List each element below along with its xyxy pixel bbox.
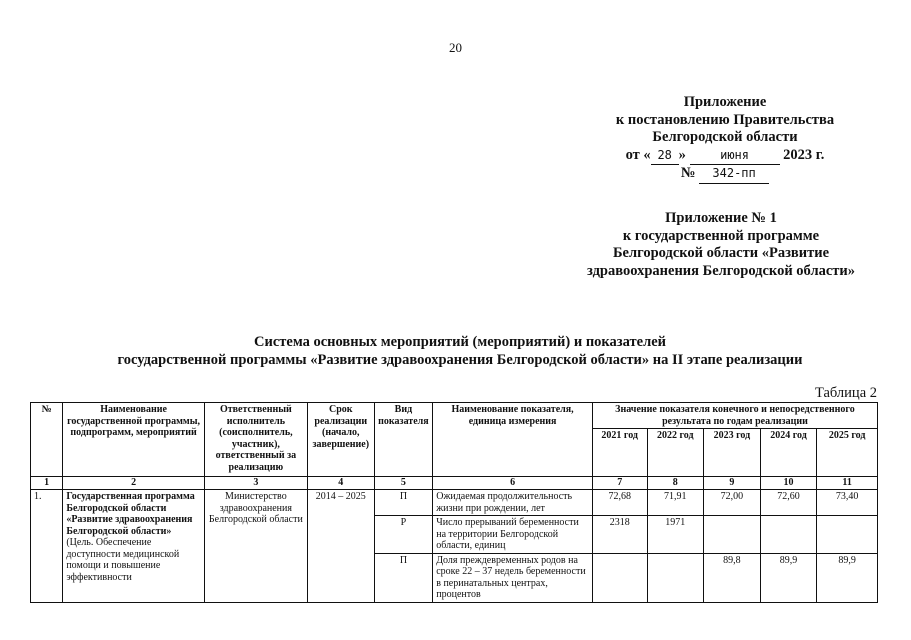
indicator-value: 2318 [592, 516, 647, 554]
indicator-value: 72,68 [592, 490, 647, 516]
header-type: Вид показателя [374, 403, 433, 477]
header-year: 2022 год [647, 429, 704, 477]
column-number: 5 [374, 477, 433, 490]
column-number: 2 [63, 477, 205, 490]
appendix-number [595, 165, 855, 184]
column-number: 1 [31, 477, 63, 490]
row-number: 1. [31, 490, 63, 603]
column-number: 6 [433, 477, 593, 490]
indicator-value: 1971 [647, 516, 704, 554]
period: 2014 – 2025 [307, 490, 374, 603]
appendix-1-line2: к государственной программе [622, 227, 820, 244]
column-number: 3 [204, 477, 307, 490]
column-number: 9 [704, 477, 761, 490]
date-day: 28 [651, 147, 679, 166]
header-no: № [31, 403, 63, 477]
document-number: 342-пп [699, 165, 769, 184]
table-row [31, 490, 878, 516]
header-year: 2021 год [592, 429, 647, 477]
indicator-name: Ожидаемая продолжительность жизни при рождении, лет [433, 490, 593, 516]
indicator-value [760, 516, 817, 554]
appendix-1-header [561, 210, 881, 280]
indicator-value [647, 553, 704, 602]
indicator-type: Р [374, 516, 433, 554]
header-name: Наименование государственной программы, подпрограмм, мероприятий [63, 403, 205, 477]
program-goal: (Цель. Обеспечение доступности медицинской помощи и повышение эффективности [66, 537, 180, 583]
title-line1: Система основных мероприятий (мероприятий) и показателей [254, 334, 666, 350]
indicator-type: П [374, 553, 433, 602]
header-year: 2025 год [817, 429, 878, 477]
table-label: Таблица 2 [814, 385, 877, 401]
date-prefix: от « [625, 146, 651, 163]
appendix-line2: к постановлению Правительства [615, 111, 835, 128]
header-year: 2023 год [704, 429, 761, 477]
indicator-type: П [374, 490, 433, 516]
indicator-value: 89,9 [760, 553, 817, 602]
indicator-value [592, 553, 647, 602]
column-numbers-row [31, 477, 878, 490]
date-year: 2023 г. [783, 146, 825, 163]
header-period: Срок реализации (начало, завершение) [307, 403, 374, 477]
executor: Министерство здравоохранения Белгородской области [204, 490, 307, 603]
indicator-value: 73,40 [817, 490, 878, 516]
document-title [60, 333, 860, 369]
date-mid: » [678, 146, 686, 163]
header-values-group: Значение показателя конечного и непосредственного результата по годам реализации [592, 403, 877, 429]
header-indicator: Наименование показателя, единица измерения [433, 403, 593, 477]
header-row [31, 403, 878, 429]
appendix-1-line1: Приложение № 1 [665, 210, 777, 226]
appendix-date [595, 147, 855, 166]
number-prefix: № [680, 165, 696, 181]
column-number: 4 [307, 477, 374, 490]
page-number: 20 [449, 40, 462, 55]
column-number: 7 [592, 477, 647, 490]
appendix-1-line4: здравоохранения Белгородской области» [587, 262, 855, 279]
indicators-table [30, 402, 878, 603]
indicator-value: 89,9 [817, 553, 878, 602]
appendix-1-line3: Белгородской области «Развитие [612, 245, 830, 261]
column-number: 11 [817, 477, 878, 490]
indicator-value: 72,00 [704, 490, 761, 516]
appendix-line3: Белгородской области [652, 129, 798, 145]
date-month: июня [690, 147, 780, 166]
header-executor: Ответственный исполнитель (соисполнитель, участник), ответственный за реализацию [204, 403, 307, 477]
indicator-name: Доля преждевременных родов на сроке 22 – 37 недель беременности в перинатальных центрах, процентов [433, 553, 593, 602]
indicator-value: 72,60 [760, 490, 817, 516]
program-name: Государственная программа Белгородской области «Развитие здравоохранения Белгородской области» [66, 491, 195, 537]
indicator-value [704, 516, 761, 554]
title-line2: государственной программы «Развитие здравоохранения Белгородской области» на II этапе реализации [117, 352, 803, 368]
indicator-name: Число прерываний беременности на территории Белгородской области, единиц [433, 516, 593, 554]
header-year: 2024 год [760, 429, 817, 477]
appendix-header [595, 94, 855, 184]
program-name-cell [63, 490, 205, 603]
indicator-value [817, 516, 878, 554]
indicator-value: 89,8 [704, 553, 761, 602]
column-number: 8 [647, 477, 704, 490]
indicator-value: 71,91 [647, 490, 704, 516]
appendix-line1: Приложение [683, 94, 767, 110]
column-number: 10 [760, 477, 817, 490]
